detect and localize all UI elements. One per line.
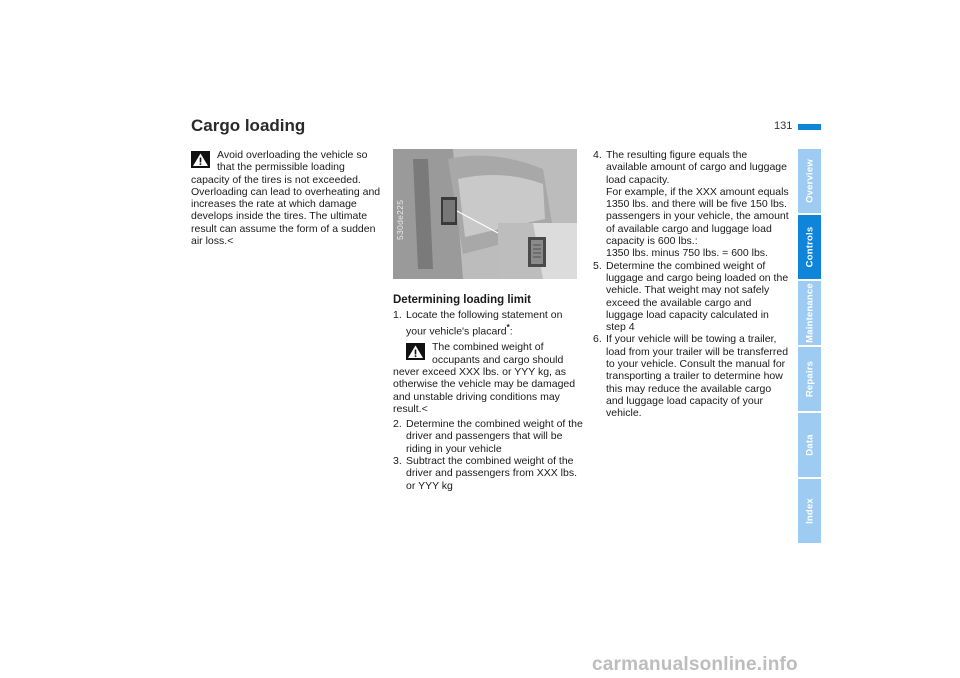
tab-index[interactable]: [798, 479, 821, 543]
warning-block: [191, 149, 386, 247]
step-text: If your vehicle will be towing a trailer, load from your trailer will be transferred to your vehicle. Consult the manual for transporting a trailer to determine how this may reduce the available cargo and luggage load capacity of your vehicle.: [606, 333, 789, 420]
list-item: [393, 418, 585, 455]
tab-label: Repairs: [804, 360, 815, 398]
tab-label: Index: [804, 498, 815, 524]
tab-overview[interactable]: [798, 149, 821, 213]
list-item: [593, 333, 791, 419]
step-text: Determine the combined weight of the driver and passengers that will be riding in your vehicle: [406, 418, 583, 455]
page-title: Cargo loading: [191, 116, 306, 135]
availability-star: *: [506, 322, 510, 332]
steps-list: [393, 309, 585, 337]
step-text: Subtract the combined weight of the driver and passengers from XXX lbs. or YYY kg: [406, 455, 577, 492]
step-number: 6.: [593, 333, 602, 346]
step-number: 1.: [393, 309, 402, 322]
figure-code: 530de225: [395, 199, 405, 240]
warning-text: Avoid overloading the vehicle so that the permissible loading capacity of the tires is not exceeded. Overloading can lead to overheating and increases the rate at which damage develops inside the tires. The ultimate result can assume the form of a sudden air loss.: [191, 149, 381, 248]
warning-triangle-icon: [406, 343, 425, 360]
list-item: [393, 455, 585, 492]
placard-warning: [393, 341, 585, 415]
tab-controls[interactable]: [798, 215, 821, 279]
page-number: 131: [774, 120, 793, 132]
watermark: carmanualsonline.info: [592, 654, 798, 675]
section-heading: Determining loading limit: [393, 294, 532, 306]
tab-label: Controls: [804, 226, 815, 268]
step-number: 4.: [593, 149, 602, 161]
steps-continued: [593, 149, 791, 420]
step-example: For example, if the XXX amount equals 1350 lbs. and there will be five 150 lbs. passengers in your vehicle, the amount of available cargo and luggage load capacity is 600 lbs.:: [606, 185, 789, 248]
end-mark: <: [227, 235, 234, 248]
page-accent-bar: [798, 124, 821, 130]
step-colon: :: [509, 325, 513, 338]
step-number: 5.: [593, 259, 602, 272]
steps-list-cont: [393, 418, 585, 492]
tab-repairs[interactable]: [798, 347, 821, 411]
step-number: 3.: [393, 455, 402, 468]
placard-warning-text: The combined weight of occupants and cargo should never exceed XXX lbs. or YYY kg, as otherwise the vehicle may be damaged and unstable driving conditions may result.: [393, 341, 576, 415]
warning-triangle-icon: [191, 151, 210, 168]
tab-label: Overview: [804, 159, 815, 203]
door-placard-figure: [393, 149, 577, 279]
tab-maintenance[interactable]: [798, 281, 821, 345]
steps-list: [593, 149, 791, 420]
step-text: Determine the combined weight of luggage and cargo being loaded on the vehicle. That weight may not safely exceed the available cargo and luggage load capacity calculated in step 4: [606, 259, 789, 334]
step-calculation: 1350 lbs. minus 750 lbs. = 600 lbs.: [606, 247, 768, 260]
loading-limit-section: [393, 294, 585, 492]
tab-data[interactable]: [798, 413, 821, 477]
list-item: [593, 149, 791, 260]
tab-label: Maintenance: [804, 283, 815, 343]
step-text: The resulting figure equals the available amount of cargo and luggage load capacity.: [606, 149, 787, 186]
step-number: 2.: [393, 418, 402, 431]
end-mark: <: [421, 402, 428, 415]
chapter-tabs: [798, 149, 821, 545]
list-item: [393, 309, 585, 337]
list-item: [593, 260, 791, 334]
step-text: Locate the following statement on your vehicle's placard: [406, 309, 563, 338]
door-sill-placard-icon: [393, 149, 577, 279]
tab-label: Data: [804, 434, 815, 456]
